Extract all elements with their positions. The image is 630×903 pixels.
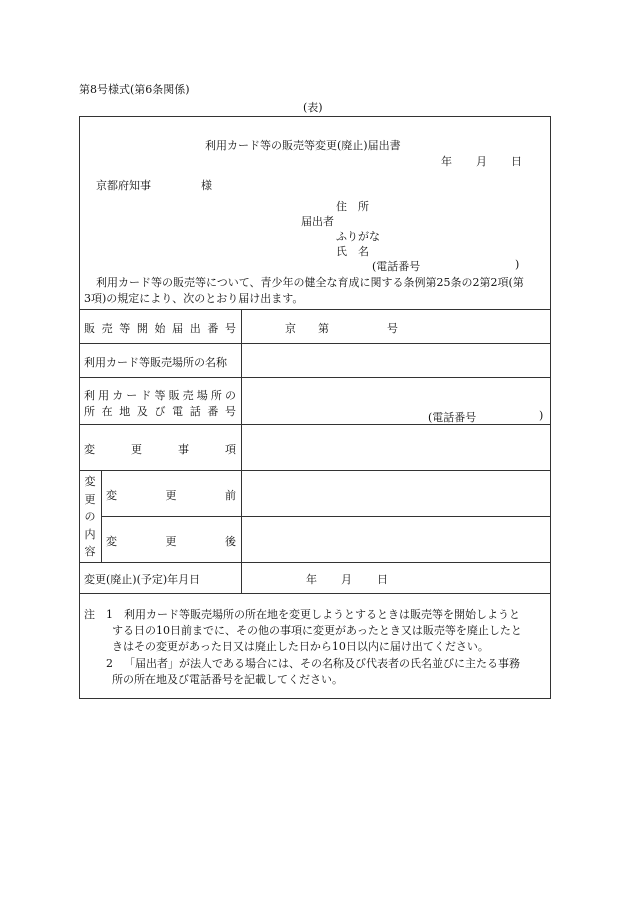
label-char: 変 [106, 535, 117, 548]
change-date-label: 変更(廃止)(予定)年月日 [84, 573, 201, 586]
addressee-suffix: 様 [201, 179, 212, 192]
change-items-label [84, 441, 236, 457]
row7-day-label: 日 [377, 573, 388, 586]
date-year-label: 年 [441, 155, 452, 168]
row-divider [79, 470, 551, 471]
intro-line-1: 利用カード等の販売等について、青少年の健全な育成に関する条例第25条の2第2項(第 [96, 276, 524, 289]
date-month-label: 月 [476, 155, 487, 168]
label-char: 電 [172, 405, 184, 418]
location-address-label-2 [84, 403, 236, 419]
group-label-char: 変 [84, 475, 96, 488]
note-1-line-3: きはその変更があった日又は廃止した日から10日以内に届け出てください。 [112, 640, 489, 653]
applicant-phone-open: (電話番号 [372, 260, 421, 273]
label-char: 等 [154, 389, 166, 402]
row-divider [79, 562, 551, 563]
label-char: 届 [172, 322, 184, 335]
start-notification-number-label [84, 320, 236, 336]
sales-location-name-label: 利用カード等販売場所の名称 [84, 356, 227, 369]
label-char: 事 [178, 443, 189, 456]
row-divider [79, 343, 551, 344]
label-char: 等 [119, 322, 131, 335]
label-char: 更 [165, 489, 177, 502]
name-label: 氏 名 [336, 245, 369, 258]
location-phone-open: (電話番号 [428, 411, 477, 424]
note-2-line-1: 「届出者」が法人である場合には、その名称及び代表者の氏名並びに主たる事務 [124, 657, 520, 670]
column-divider [241, 309, 242, 593]
row-divider [79, 424, 551, 425]
label-char: の [224, 389, 236, 402]
label-char: 開 [136, 322, 148, 335]
label-char: カ [112, 389, 124, 402]
label-char: 所 [84, 405, 95, 418]
applicant-phone-close: ) [515, 258, 520, 271]
note-1-line-1: 利用カード等販売場所の所在地を変更しようとするときは販売等を開始しようと [124, 608, 520, 621]
label-char: 話 [189, 405, 201, 418]
furigana-label: ふりがな [336, 230, 380, 243]
label-char: 及 [136, 405, 148, 418]
label-char: 在 [101, 405, 113, 418]
label-char: 番 [207, 405, 219, 418]
label-char: 所 [210, 389, 222, 402]
row-divider [79, 377, 551, 378]
label-char: 更 [131, 443, 142, 456]
table-top-line [79, 309, 551, 310]
label-char: 更 [165, 535, 177, 548]
label-char: 前 [225, 489, 236, 502]
label-char: 販 [84, 322, 95, 335]
after-change-label [106, 533, 236, 549]
group-divider [101, 470, 102, 562]
label-char: 利 [84, 389, 95, 402]
label-char: 号 [225, 405, 236, 418]
label-char: 売 [182, 389, 194, 402]
label-char: 番 [207, 322, 219, 335]
row7-year-label: 年 [306, 573, 317, 586]
before-change-label [106, 487, 236, 503]
row7-month-label: 月 [341, 573, 352, 586]
label-char: 号 [225, 322, 236, 335]
label-char: 項 [225, 443, 236, 456]
kyo-label: 京 [285, 322, 296, 335]
group-label-char: 容 [84, 545, 96, 559]
note-1-line-2: する日の10日前までに、その他の事項に変更があったとき又は販売等を廃止したと [112, 624, 522, 637]
group-label-char: 更 [84, 492, 96, 506]
label-char: 地 [119, 405, 131, 418]
note-2-number: 2 [106, 657, 113, 670]
label-char: 変 [106, 489, 117, 502]
group-label-char: の [84, 510, 96, 524]
document-title: 利用カード等の販売等変更(廃止)届出書 [205, 139, 401, 152]
table-bottom-line [79, 593, 551, 594]
label-char: 販 [168, 389, 180, 402]
note-1-number: 1 [106, 608, 113, 621]
date-day-label: 日 [511, 155, 522, 168]
location-phone-close: ) [539, 409, 544, 422]
dai-label: 第 [318, 322, 329, 335]
notes-head: 注 [84, 608, 95, 621]
form-number: 第8号様式(第6条関係) [79, 83, 190, 96]
label-char: び [154, 405, 166, 418]
addressee-name: 京都府知事 [96, 179, 151, 192]
intro-line-2: 3項)の規定により、次のとおり届け出ます。 [84, 292, 304, 305]
row-divider [101, 516, 551, 517]
go-label: 号 [387, 322, 398, 335]
location-address-label-1 [84, 387, 236, 403]
group-label-char: 内 [84, 527, 96, 541]
note-2-line-2: 所の所在地及び電話番号を記載してください。 [112, 673, 343, 686]
label-char: 変 [84, 443, 95, 456]
label-char: 出 [189, 322, 201, 335]
label-char: ド [140, 389, 152, 402]
label-char: 場 [196, 389, 208, 402]
label-char: 始 [154, 322, 166, 335]
label-char: 売 [101, 322, 113, 335]
address-label: 住 所 [336, 200, 369, 213]
label-char: 用 [98, 389, 110, 402]
label-char: ー [126, 389, 138, 402]
applicant-group-label: 届出者 [301, 215, 334, 228]
label-char: 後 [225, 535, 236, 548]
change-content-group-label [81, 473, 99, 561]
side-label: (表) [303, 101, 323, 114]
